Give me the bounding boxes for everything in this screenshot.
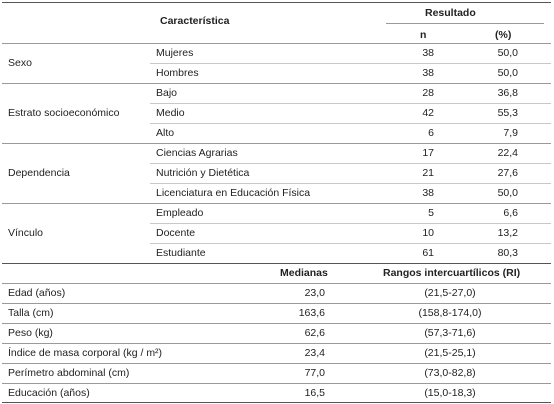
- row-label: Estudiante: [156, 247, 206, 259]
- row-label: Hombres: [156, 67, 199, 79]
- row-rule: [2, 363, 551, 364]
- row-label: Bajo: [156, 87, 178, 99]
- row-pct: 55,3: [497, 107, 518, 119]
- row-pct: 13,2: [497, 227, 518, 239]
- row-n: 10: [422, 227, 434, 239]
- row-pct: 50,0: [497, 67, 518, 79]
- row-n: 21: [422, 167, 434, 179]
- row-rule: [2, 323, 551, 324]
- cont-range: (57,3-71,6): [424, 327, 476, 339]
- row-rule: [2, 383, 551, 384]
- row-pct: 50,0: [497, 187, 518, 199]
- row-label: Alto: [156, 127, 175, 139]
- header-n: n: [420, 29, 427, 41]
- cont-range: (158,8-174,0): [418, 307, 482, 319]
- row-pct: 80,3: [497, 247, 518, 259]
- cont-range: (73,0-82,8): [424, 367, 476, 379]
- cont-median: 62,6: [304, 327, 325, 339]
- row-divider: [150, 163, 551, 164]
- row-n: 38: [422, 47, 434, 59]
- row-rule: [2, 343, 551, 344]
- cont-label: Educación (años): [8, 387, 90, 399]
- header-medianas: Medianas: [280, 267, 328, 279]
- row-label: Mujeres: [156, 47, 194, 59]
- cont-label: Edad (años): [8, 287, 66, 299]
- group-label: Sexo: [8, 57, 32, 69]
- row-label: Medio: [156, 107, 185, 119]
- row-divider: [150, 183, 551, 184]
- group-label: Dependencia: [8, 167, 70, 179]
- header-caracteristica: Característica: [160, 15, 230, 27]
- row-pct: 27,6: [497, 167, 518, 179]
- row-n: 6: [428, 127, 434, 139]
- row-rule: [2, 303, 551, 304]
- cont-range: (21,5-27,0): [424, 287, 476, 299]
- row-pct: 36,8: [497, 87, 518, 99]
- row-n: 61: [422, 247, 434, 259]
- row-divider: [150, 243, 551, 244]
- group-rule: [2, 203, 551, 204]
- row-n: 42: [422, 107, 434, 119]
- row-label: Ciencias Agrarias: [156, 147, 238, 159]
- row-n: 17: [422, 147, 434, 159]
- cont-median: 23,4: [304, 347, 325, 359]
- cont-median: 23,0: [304, 287, 325, 299]
- row-pct: 7,9: [503, 127, 518, 139]
- row-label: Docente: [156, 227, 196, 239]
- row-label: Empleado: [156, 207, 204, 219]
- row-n: 38: [422, 187, 434, 199]
- header-resultado: Resultado: [425, 7, 476, 19]
- resultado-underline: [386, 23, 544, 24]
- row-label: Nutrición y Dietética: [156, 167, 250, 179]
- cont-label: Perímetro abdominal (cm): [8, 367, 130, 379]
- cont-median: 16,5: [304, 387, 325, 399]
- cont-label: Peso (kg): [8, 327, 53, 339]
- cont-range: (21,5-25,1): [424, 347, 476, 359]
- header2-rule: [2, 283, 551, 284]
- row-divider: [150, 123, 551, 124]
- cont-median: 77,0: [304, 367, 325, 379]
- row-divider: [150, 103, 551, 104]
- row-n: 28: [422, 87, 434, 99]
- cont-label: Índice de masa corporal (kg / m²): [8, 347, 163, 359]
- section-rule: [2, 263, 551, 264]
- group-rule: [2, 83, 551, 84]
- row-pct: 6,6: [503, 207, 518, 219]
- row-label: Licenciatura en Educación Física: [156, 187, 311, 199]
- row-n: 5: [428, 207, 434, 219]
- row-divider: [150, 63, 551, 64]
- table-bottom-rule: [2, 402, 551, 403]
- group-rule: [2, 143, 551, 144]
- cont-range: (15,0-18,3): [424, 387, 476, 399]
- row-divider: [150, 223, 551, 224]
- row-n: 38: [422, 67, 434, 79]
- cont-label: Talla (cm): [8, 307, 54, 319]
- row-pct: 22,4: [497, 147, 518, 159]
- group-label: Vínculo: [8, 227, 44, 239]
- table-top-rule: [2, 2, 551, 3]
- header-rangos: Rangos intercuartílicos (RI): [383, 267, 521, 279]
- header-pct: (%): [495, 29, 512, 41]
- row-pct: 50,0: [497, 47, 518, 59]
- group-label: Estrato socioeconómico: [8, 107, 120, 119]
- header-rule: [2, 43, 551, 44]
- cont-median: 163,6: [298, 307, 325, 319]
